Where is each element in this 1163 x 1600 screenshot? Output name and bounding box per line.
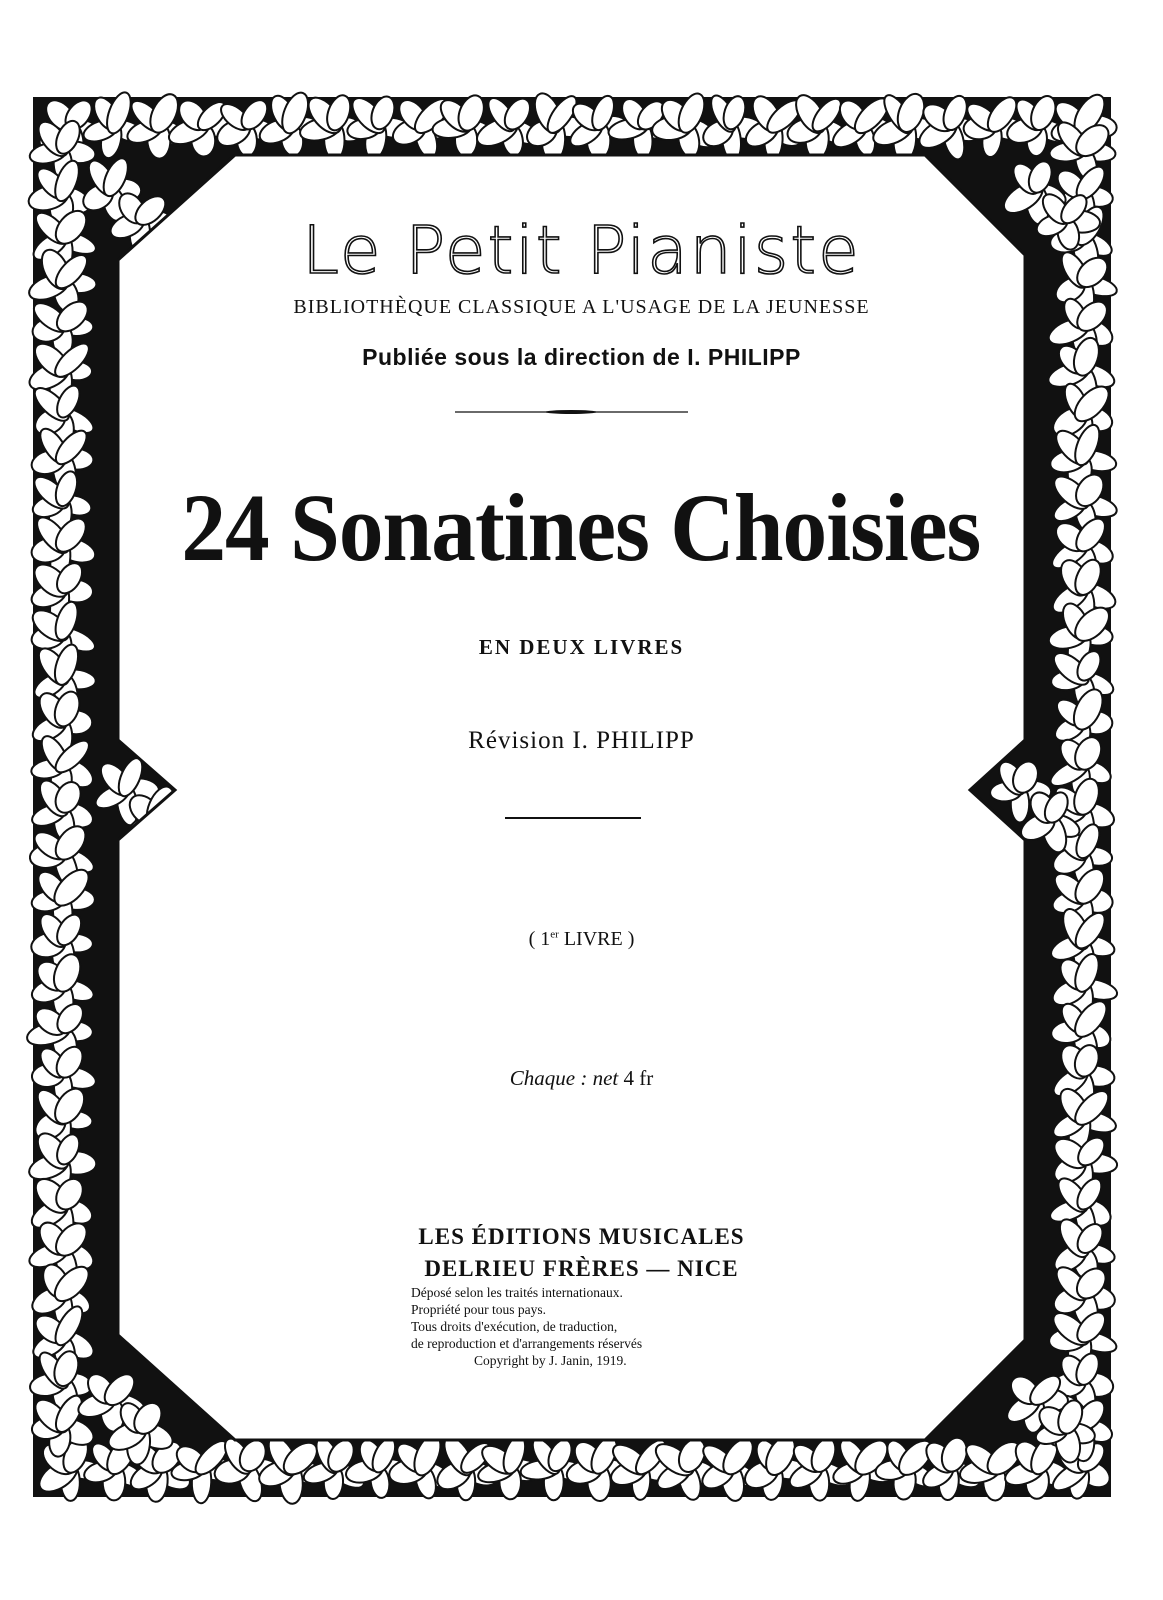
volumes-note: EN DEUX LIVRES — [478, 635, 685, 659]
notice-line: Déposé selon les traités internationaux. — [411, 1285, 623, 1300]
book-number — [0, 928, 1163, 951]
notice-line: de reproduction et d'arrangements réservés — [411, 1336, 643, 1351]
divider-rule — [505, 817, 641, 819]
notice-line: Tous droits d'exécution, de traduction, — [411, 1319, 618, 1334]
editor-direction: Publiée sous la direction de I. PHILIPP — [362, 344, 801, 370]
book-open: ( 1 — [528, 928, 551, 950]
revision-credit: Révision I. PHILIPP — [468, 727, 695, 754]
book-rest: LIVRE ) — [558, 928, 635, 950]
book-sup: er — [550, 928, 559, 941]
ornament-divider — [455, 410, 688, 414]
price-value: 4 fr — [618, 1066, 654, 1090]
notice-line: Copyright by J. Janin, 1919. — [474, 1353, 627, 1368]
price — [0, 1066, 1163, 1091]
price-label: Chaque : net — [509, 1066, 619, 1090]
main-title: 24 Sonatines Choisies — [181, 474, 981, 581]
notice-line: Propriété pour tous pays. — [411, 1302, 546, 1317]
series-title: Le Petit Pianiste — [302, 212, 861, 289]
publisher-line-1: LES ÉDITIONS MUSICALES — [418, 1224, 745, 1249]
publisher-line-2: DELRIEU FRÈRES — NICE — [424, 1256, 739, 1281]
series-subtitle: BIBLIOTHÈQUE CLASSIQUE A L'USAGE DE LA JEUNESSE — [293, 296, 870, 318]
